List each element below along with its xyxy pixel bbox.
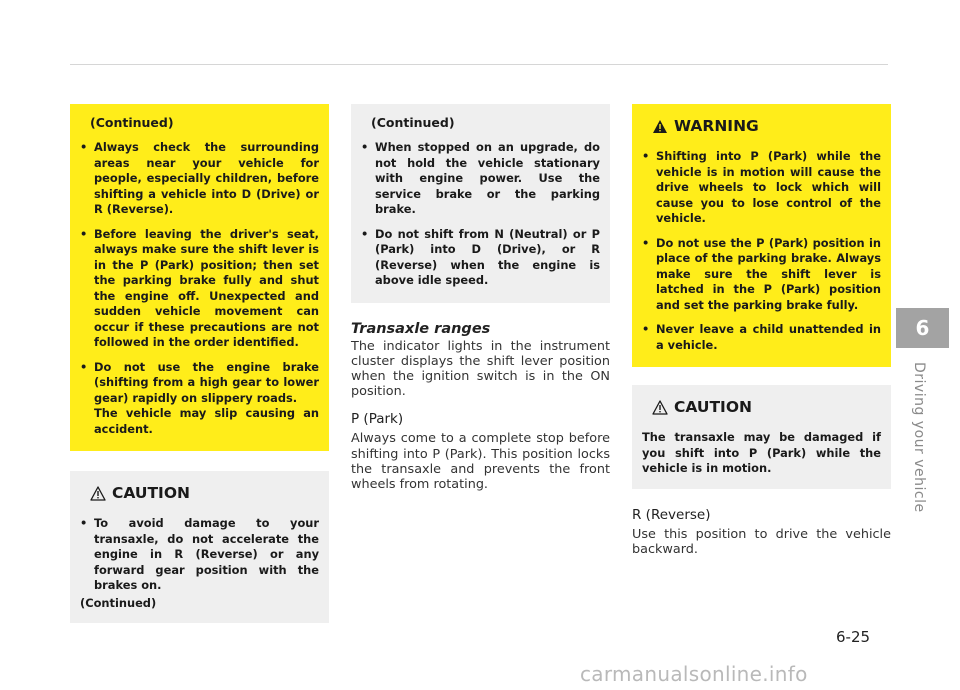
column-right [632, 104, 891, 557]
list-item-text: The vehicle may slip causing an accident. [94, 406, 319, 436]
section-title: Transaxle ranges [351, 320, 491, 337]
warning-triangle-icon [90, 486, 106, 501]
list-item: • Never leave a child unattended in a vehicle. [642, 322, 881, 353]
warning-list [80, 140, 319, 437]
list-item: • Do not use the P (Park) position in place of the parking brake. Always make sure the shift lever is latched in the P (Park) position and set the parking brake fully. [642, 236, 881, 314]
continued-title: (Continued) [90, 115, 174, 130]
continued-title: (Continued) [371, 115, 455, 130]
caution-header [642, 398, 881, 416]
chapter-label [897, 362, 937, 512]
warning-continued-box [351, 104, 610, 303]
warning-triangle-icon [652, 119, 668, 134]
caution-title: CAUTION [112, 484, 190, 502]
page-number: 6-25 [836, 628, 871, 646]
reverse-title: R (Reverse) [632, 506, 711, 523]
chapter-tab[interactable]: 6 [896, 308, 949, 348]
warning-continued-box [70, 104, 329, 451]
list-item: • When stopped on an upgrade, do not hold the vehicle stationary with engine power. Use the service brake or the parking brake. [361, 140, 600, 218]
chapter-label-text: Driving your vehicle [911, 362, 927, 513]
list-item [80, 360, 319, 438]
reverse-text: Use this position to drive the vehicle backward. [632, 526, 891, 557]
continued-footer: (Continued) [80, 595, 157, 610]
caution-box [632, 385, 891, 489]
list-item: • Always check the surrounding areas near your vehicle for people, especially children, before shifting a vehicle into D (Drive) or R (Reverse). [80, 140, 319, 218]
warning-triangle-icon [652, 400, 668, 415]
top-rule [70, 64, 888, 65]
watermark: carmanualsonline.info [580, 662, 808, 686]
warning-title: WARNING [674, 117, 759, 135]
column-middle [351, 104, 610, 492]
list-item-text: Do not use the engine brake (shifting from a high gear to lower gear) rapidly on slippery roads. [94, 359, 319, 405]
column-left [70, 104, 329, 623]
warning-list [642, 149, 881, 353]
intro-text: The indicator lights in the instrument cluster displays the shift lever position when the ignition switch is in the ON position. [351, 338, 610, 400]
park-title: P (Park) [351, 411, 404, 428]
caution-title: CAUTION [674, 398, 752, 416]
warning-box [632, 104, 891, 367]
caution-list [80, 516, 319, 594]
warning-header [642, 117, 881, 135]
list-item: • Shifting into P (Park) while the vehicle is in motion will cause the drive wheels to lock which will cause you to lose control of the vehicle. [642, 149, 881, 227]
caution-box [70, 471, 329, 623]
warning-list [361, 140, 600, 289]
list-item: • To avoid damage to your transaxle, do not accelerate the engine in R (Reverse) or any forward gear position with the brakes on. [80, 516, 319, 594]
park-text: Always come to a complete stop before shifting into P (Park). This position locks the transaxle and prevents the front wheels from rotating. [351, 431, 610, 492]
list-item: • Do not shift from N (Neutral) or P (Park) into D (Drive), or R (Reverse) when the engine is above idle speed. [361, 227, 600, 289]
caution-text: The transaxle may be damaged if you shift into P (Park) while the vehicle is in motion. [642, 430, 881, 475]
caution-header [80, 484, 319, 502]
list-item: • Before leaving the driver's seat, always make sure the shift lever is in the P (Park) position; then set the parking brake fully and shut the engine off. Unexpected and sudden vehicle movement can occur if these precautions are not followed in the order identified. [80, 227, 319, 351]
